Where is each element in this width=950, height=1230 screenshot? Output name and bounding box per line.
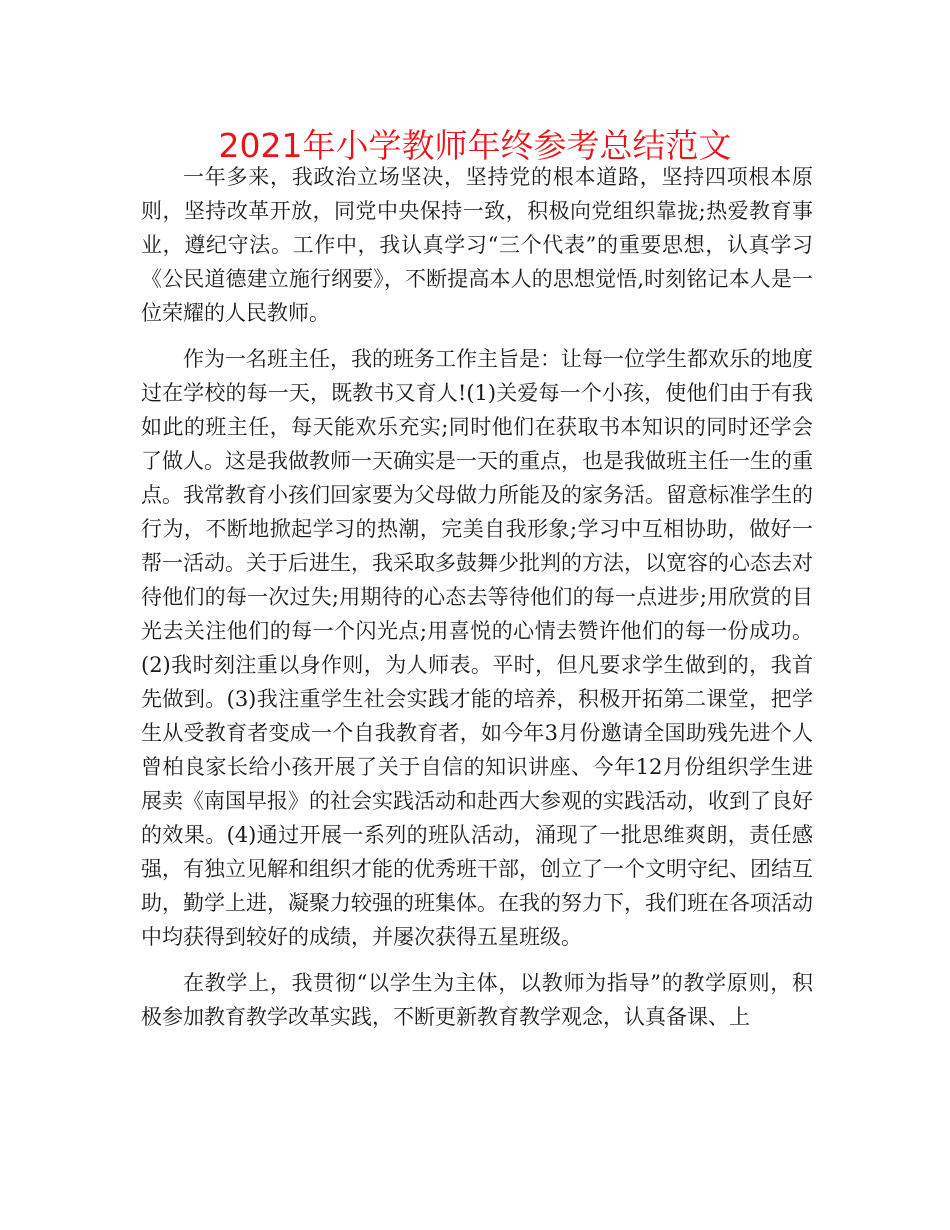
paragraph-political-stance: 一年多来，我政治立场坚决，坚持党的根本道路，坚持四项根本原则，坚持改革开放，同党中央保持一致，积极向党组织靠拢;热爱教育事业，遵纪守法。工作中，我认真学习“三个代表”的重要思想，认真学习《公民道德建立施行纲要》，不断提高本人的思想觉悟,时刻铭记本人是一位荣耀的人民教师。 <box>141 165 813 325</box>
document-body <box>141 160 813 1034</box>
paragraph-teaching: 在教学上，我贯彻“以学生为主体，以教师为指导”的教学原则，积极参加教育教学改革实践，不断更新教育教学观念，认真备课、上 <box>141 971 813 1029</box>
paragraph-class-management: 作为一名班主任，我的班务工作主旨是：让每一位学生都欢乐的地度过在学校的每一天，既教书又育人!(1)关爱每一个小孩，使他们由于有我如此的班主任，每天能欢乐充实;同时他们在获取书本知识的同时还学会了做人。这是我做教师一天确实是一天的重点，也是我做班主任一生的重点。我常教育小孩们回家要为父母做力所能及的家务活。留意标准学生的行为，不断地掀起学习的热潮，完美自我形象;学习中互相协助，做好一帮一活动。关于后进生，我采取多鼓舞少批判的方法，以宽容的心态去对待他们的每一次过失;用期待的心态去等待他们的每一点进步;用欣赏的目光去关注他们的每一个闪光点;用喜悦的心情去赞许他们的每一份成功。(2)我时刻注重以身作则，为人师表。平时，但凡要求学生做到的，我首先做到。(3)我注重学生社会实践才能的培养，积极开拓第二课堂，把学生从受教育者变成一个自我教育者，如今年3月份邀请全国助残先进个人曾柏良家长给小孩开展了关于自信的知识讲座、今年12月份组织学生进展卖《南国早报》的社会实践活动和赴西大参观的实践活动，收到了良好的效果。(4)通过开展一系列的班队活动，涌现了一批思维爽朗，责任感强，有独立见解和组织才能的优秀班干部，创立了一个文明守纪、团结互助，勤学上进，凝聚力较强的班集体。在我的努力下，我们班在各项活动中均获得到较好的成绩，并屡次获得五星班级。 <box>141 347 813 949</box>
document-title: 2021年小学教师年终参考总结范文 <box>218 126 732 165</box>
